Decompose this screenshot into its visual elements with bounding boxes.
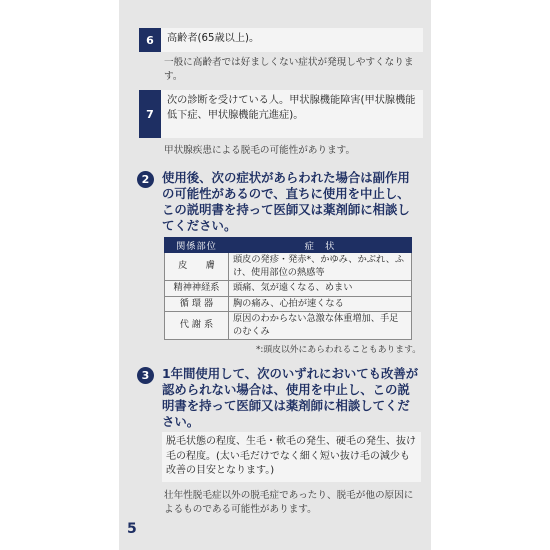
- table-cell-symptom: 頭痛、気が遠くなる、めまい: [229, 281, 412, 297]
- table-cell-symptom: 胸の痛み、心拍が速くなる: [229, 296, 412, 312]
- section-title: 使用後、次の症状があらわれた場合は副作用の可能性があるので、直ちに使用を中止し、この説明書を持って医師又は薬剤師に相談してください。: [162, 170, 410, 233]
- table-row: [165, 281, 412, 297]
- table-cell-symptom: 頭皮の発疹・発赤*、かゆみ、かぶれ、ふけ、使用部位の熱感等: [229, 253, 412, 281]
- table-row: [165, 253, 412, 281]
- table-header-row: [165, 238, 412, 253]
- section-2-heading: [137, 170, 421, 234]
- section-title: 1年間使用して、次のいずれにおいても改善が認められない場合は、使用を中止し、この説明書を持って医師又は薬剤師に相談してください。: [162, 366, 419, 429]
- item-note: 甲状腺疾患による脱毛の可能性があります。: [164, 145, 356, 156]
- section-number-circle: 2: [137, 171, 154, 188]
- item-text: 高齢者(65歳以上)。: [161, 28, 423, 52]
- column-header: 症 状: [229, 238, 412, 253]
- page-number: 5: [127, 521, 137, 537]
- item-text: 次の診断を受けている人。甲状腺機能障害(甲状腺機能低下症、甲状腺機能亢進症)。: [161, 90, 423, 138]
- table-row: [165, 296, 412, 312]
- item-7: [139, 90, 423, 138]
- instruction-page: [119, 0, 431, 550]
- table-cell-symptom: 原因のわからない急激な体重増加、手足のむくみ: [229, 312, 412, 340]
- table-row: [165, 312, 412, 340]
- section-number-circle: 3: [137, 367, 154, 384]
- item-note: 一般に高齢者では好ましくない症状が発現しやすくなります。: [164, 57, 414, 82]
- table-cell-part: 代 謝 系: [165, 312, 229, 340]
- column-header: 関係部位: [165, 238, 229, 253]
- item-number-badge: 7: [139, 90, 161, 138]
- table-cell-part: 循 環 器: [165, 296, 229, 312]
- item-number-badge: 6: [139, 28, 161, 52]
- section-note: 壮年性脱毛症以外の脱毛症であったり、脱毛が他の原因によるものである可能性があります。: [164, 490, 414, 515]
- item-6: [139, 28, 423, 52]
- improvement-criteria-box: 脱毛状態の程度、生毛・軟毛の発生、硬毛の発生、抜け毛の程度。(太い毛だけでなく細く短い抜け毛の減少も改善の目安となります。): [162, 432, 421, 482]
- symptom-table: [164, 237, 412, 340]
- table-cell-part: 皮 膚: [165, 253, 229, 281]
- table-footnote: *:頭皮以外にあらわれることもあります。: [255, 345, 421, 355]
- section-3-heading: [137, 366, 421, 430]
- table-cell-part: 精神神経系: [165, 281, 229, 297]
